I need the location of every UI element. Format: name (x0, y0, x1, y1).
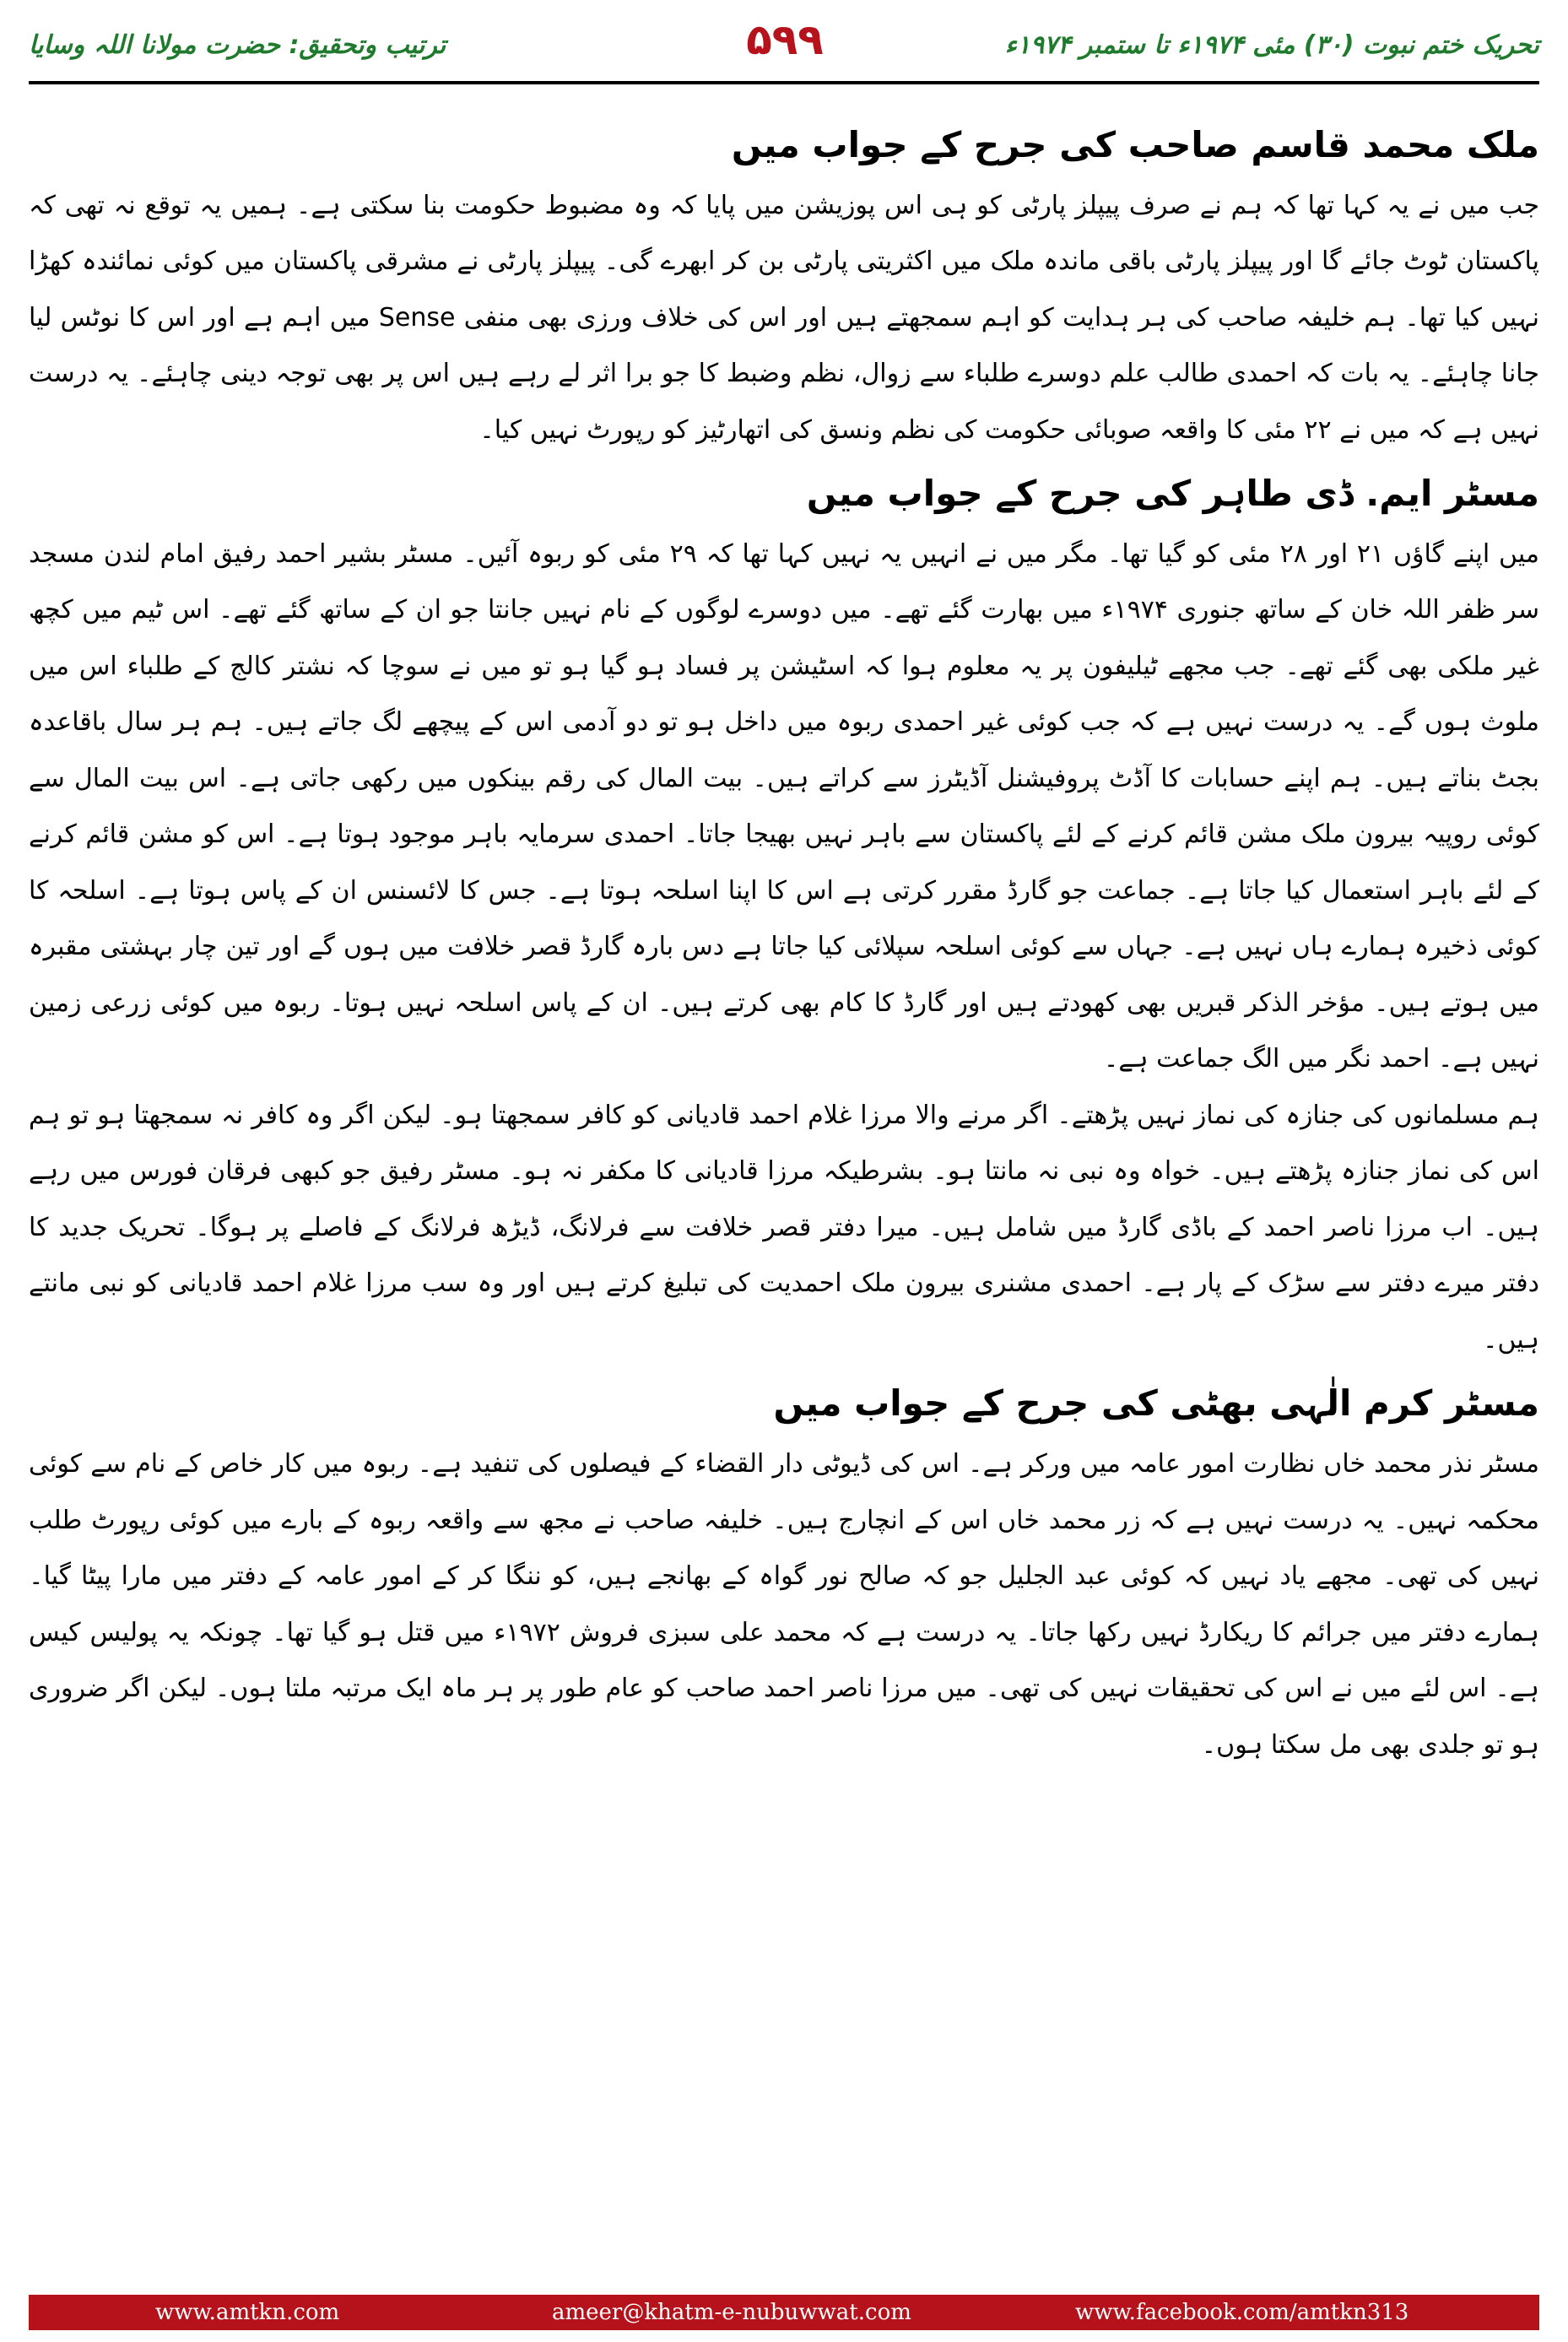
paragraph: جب میں نے یہ کہا تھا کہ ہم نے صرف پیپلز پارٹی کو ہی اس پوزیشن میں پایا کہ وہ مضبوط حکومت بنا سکتی ہے۔ ہمیں یہ توقع نہ تھی کہ پاکستان ٹوٹ جائے گا اور پیپلز پارٹی باقی ماندہ ملک میں اکثریتی پارٹی بن کر ابھرے گی۔ پیپلز پارٹی نے مشرقی پاکستان میں کوئی نمائندہ کھڑا نہیں کیا تھا۔ ہم خلیفہ صاحب کی ہر ہدایت کو اہم سمجھتے ہیں اور اس کی خلاف ورزی بھی منفی Sense میں اہم ہے اور اس کا نوٹس لیا جانا چاہئے۔ یہ بات کہ احمدی طالب علم دوسرے طلباء سے زوال، نظم وضبط کا جو برا اثر لے رہے ہیں اس پر بھی توجہ دینی چاہئے۔ یہ درست نہیں ہے کہ میں نے ۲۲ مئی کا واقعہ صوبائی حکومت کی نظم ونسق کی اتھارٹیز کو رپورٹ نہیں کیا۔ (29, 190, 1539, 445)
section-heading: مسٹر ایم. ڈی طاہر کی جرح کے جواب میں (806, 473, 1539, 515)
page-number: ۵۹۹ (746, 15, 824, 64)
section-heading: مسٹر کرم الٰہی بھٹی کی جرح کے جواب میں (773, 1382, 1539, 1425)
header-divider (29, 81, 1539, 84)
header-book-title: تحریک ختم نبوت (۳۰) مئی ۱۹۷۴ء تا ستمبر ۱۹۷۴ء (1004, 30, 1539, 60)
paragraph: مسٹر نذر محمد خاں نظارت امور عامہ میں ورکر ہے۔ اس کی ڈیوٹی دار القضاء کے فیصلوں کی تنفید ہے۔ ربوہ میں کار خاص کے نام سے کوئی محکمہ نہیں۔ یہ درست نہیں ہے کہ زر محمد خاں اس کے انچارج ہیں۔ خلیفہ صاحب نے مجھ سے واقعہ ربوہ کے بارے میں کوئی رپورٹ طلب نہیں کی تھی۔ مجھے یاد نہیں کہ کوئی عبد الجلیل جو کہ صالح نور گواہ کے بھانجے ہیں، کو ننگا کر کے امور عامہ کے دفتر میں مارا پیٹا گیا۔ ہمارے دفتر میں جرائم کا ریکارڈ نہیں رکھا جاتا۔ یہ درست ہے کہ محمد علی سبزی فروش ۱۹۷۲ء میں قتل ہو گیا تھا۔ چونکہ یہ پولیس کیس ہے۔ اس لئے میں نے اس کی تحقیقات نہیں کی تھی۔ میں مرزا ناصر احمد صاحب کو عام طور پر ہر ماہ ایک مرتبہ ملتا ہوں۔ لیکن اگر ضروری ہو تو جلدی بھی مل سکتا ہوں۔ (29, 1449, 1539, 1760)
footer-email-link[interactable]: ameer@khatm-e-nubuwwat.com (552, 2300, 911, 2325)
section-heading: ملک محمد قاسم صاحب کی جرح کے جواب میں (731, 124, 1539, 165)
page-footer (29, 2295, 1539, 2330)
document-body (29, 110, 1539, 2253)
header-compiler: ترتیب وتحقیق: حضرت مولانا اللہ وسایا (29, 30, 446, 60)
paragraph: میں اپنے گاؤں ۲۱ اور ۲۸ مئی کو گیا تھا۔ مگر میں نے انہیں یہ نہیں کہا تھا کہ ۲۹ مئی کو ربوہ آئیں۔ مسٹر بشیر احمد رفیق امام لندن مسجد سر ظفر اللہ خان کے ساتھ جنوری ۱۹۷۴ء میں بھارت گئے تھے۔ میں دوسرے لوگوں کے نام نہیں جانتا جو ان کے ساتھ گئے تھے۔ اس ٹیم میں کچھ غیر ملکی بھی گئے تھے۔ جب مجھے ٹیلیفون پر یہ معلوم ہوا کہ اسٹیشن پر فساد ہو گیا ہو تو میں نے سوچا کہ نشتر کالج کے طلباء اس میں ملوث ہوں گے۔ یہ درست نہیں ہے کہ جب کوئی غیر احمدی ربوہ میں داخل ہو تو دو آدمی اس کے پیچھے لگ جاتے ہیں۔ ہم ہر سال باقاعدہ بجٹ بناتے ہیں۔ ہم اپنے حسابات کا آڈٹ پروفیشنل آڈیٹرز سے کراتے ہیں۔ بیت المال کی رقم بینکوں میں رکھی جاتی ہے۔ اس بیت المال سے کوئی روپیہ بیرون ملک مشن قائم کرنے کے لئے پاکستان سے باہر نہیں بھیجا جاتا۔ احمدی سرمایہ باہر موجود ہوتا ہے۔ اس کو مشن قائم کرنے کے لئے باہر استعمال کیا جاتا ہے۔ جماعت جو گارڈ مقرر کرتی ہے اس کا اپنا اسلحہ ہوتا ہے۔ جس کا لائسنس ان کے پاس ہوتا ہے۔ اسلحہ کا کوئی ذخیرہ ہمارے ہاں نہیں ہے۔ جہاں سے کوئی اسلحہ سپلائی کیا جاتا ہے دس بارہ گارڈ قصر خلافت میں ہوں گے اور تین چار بہشتی مقبرہ میں ہوتے ہیں۔ مؤخر الذکر قبریں بھی کھودتے ہیں اور گارڈ کا کام بھی کرتے ہیں۔ ان کے پاس اسلحہ نہیں ہوتا۔ ربوہ میں کوئی زرعی زمین نہیں ہے۔ احمد نگر میں الگ جماعت ہے۔ (29, 538, 1539, 1074)
footer-facebook-link[interactable]: www.facebook.com/amtkn313 (1075, 2300, 1409, 2325)
paragraph: ہم مسلمانوں کی جنازہ کی نماز نہیں پڑھتے۔ اگر مرنے والا مرزا غلام احمد قادیانی کو کافر سمجھتا ہو۔ لیکن اگر وہ کافر نہ سمجھتا ہو تو ہم اس کی نماز جنازہ پڑھتے ہیں۔ خواہ وہ نبی نہ مانتا ہو۔ بشرطیکہ مرزا قادیانی کا مکفر نہ ہو۔ مسٹر رفیق جو کبھی فرقان فورس میں رہے ہیں۔ اب مرزا ناصر احمد کے باڈی گارڈ میں شامل ہیں۔ میرا دفتر قصر خلافت سے فرلانگ، ڈیڑھ فرلانگ کے فاصلے پر ہوگا۔ تحریک جدید کا دفتر میرے دفتر سے سڑک کے پار ہے۔ احمدی مشنری بیرون ملک احمدیت کی تبلیغ کرتے ہیں اور وہ سب مرزا غلام احمد قادیانی کو نبی مانتے ہیں۔ (29, 1100, 1539, 1355)
footer-website-link[interactable]: www.amtkn.com (155, 2300, 340, 2325)
page-header (0, 0, 1568, 78)
